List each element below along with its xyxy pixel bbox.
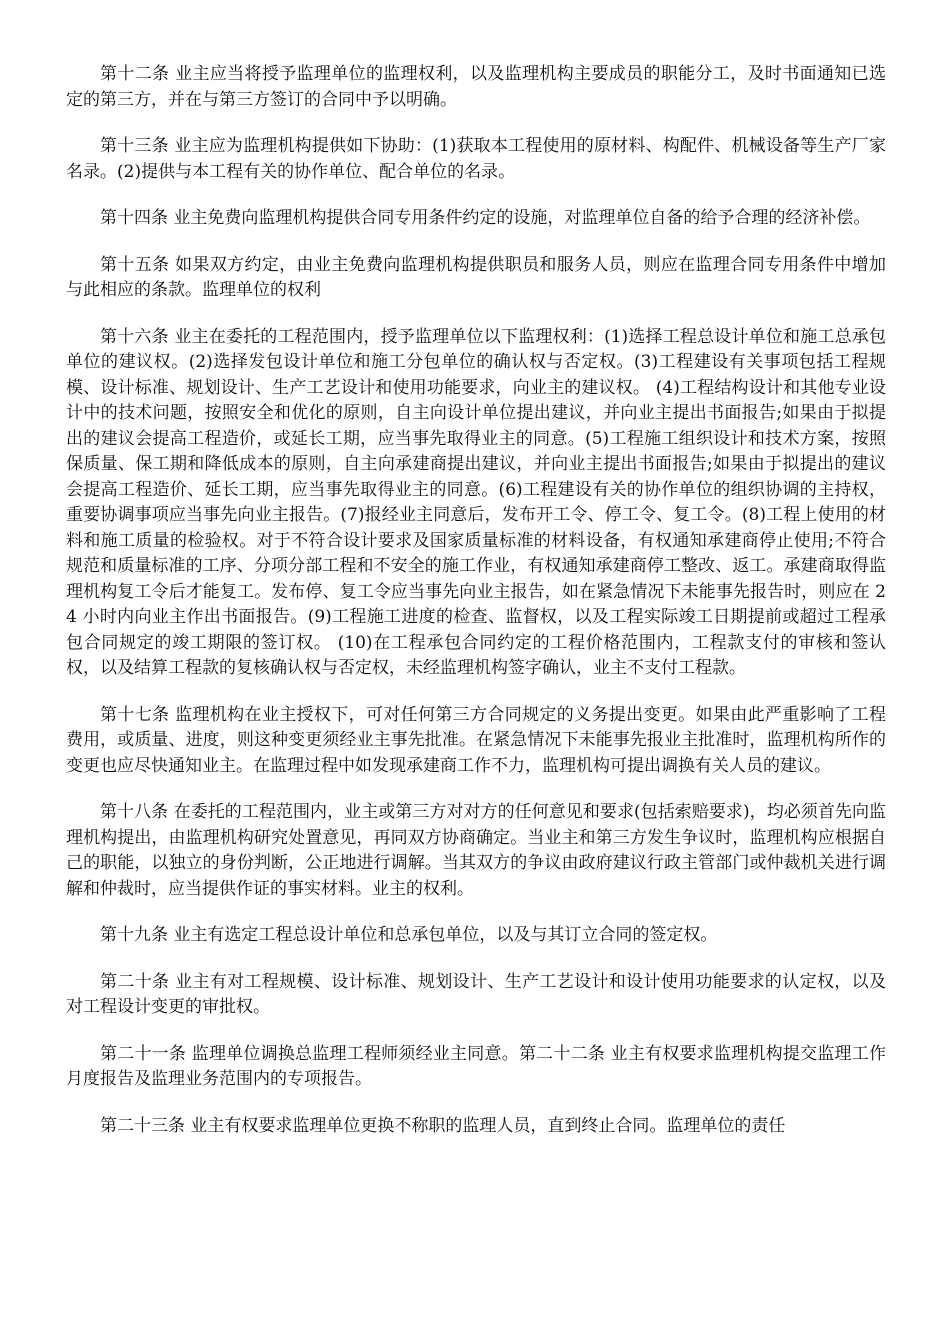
- paragraph-article-21-22: 第二十一条 监理单位调换总监理工程师须经业主同意。第二十二条 业主有权要求监理机构提交监理工作月度报告及监理业务范围内的专项报告。: [66, 1043, 886, 1089]
- paragraph-article-18: 第十八条 在委托的工程范围内，业主或第三方对对方的任何意见和要求(包括索赔要求)，均必须首先向监理机构提出，由监理机构研究处置意见，再同双方协商确定。当业主和第三方发生争议时，监理机构应根据自己的职能，以独立的身份判断，公正地进行调解。当其双方的争议由政府建议行政主管部门或仲裁机关进行调解和仲裁时，应当提供作证的事实材料。业主的权利。: [66, 802, 886, 899]
- paragraph-article-17: 第十七条 监理机构在业主授权下，可对任何第三方合同规定的义务提出变更。如果由此严重影响了工程费用，或质量、进度，则这种变更须经业主事先批准。在紧急情况下未能事先报业主批准时，监理机构所作的变更也应尽快通知业主。在监理过程中如发现承建商工作不力，监理机构可提出调换有关人员的建议。: [66, 704, 886, 776]
- paragraph-article-12: 第十二条 业主应当将授予监理单位的监理权利，以及监理机构主要成员的职能分工，及时书面通知已选定的第三方，并在与第三方签订的合同中予以明确。: [66, 64, 886, 110]
- paragraph-article-15: 第十五条 如果双方约定，由业主免费向监理机构提供职员和服务人员，则应在监理合同专用条件中增加与此相应的条款。监理单位的权利: [66, 254, 886, 300]
- document-body: [66, 62, 886, 1160]
- paragraph-article-23: 第二十三条 业主有权要求监理单位更换不称职的监理人员，直到终止合同。监理单位的责任: [100, 1115, 786, 1136]
- paragraph-article-20: 第二十条 业主有对工程规模、设计标准、规划设计、生产工艺设计和设计使用功能要求的认定权，以及对工程设计变更的审批权。: [66, 971, 886, 1017]
- paragraph-article-16: 第十六条 业主在委托的工程范围内，授予监理单位以下监理权利：(1)选择工程总设计单位和施工总承包单位的建议权。(2)选择发包设计单位和施工分包单位的确认权与否定权。(3)工程建设有关事项包括工程规模、设计标准、规划设计、生产工艺设计和使用功能要求，向业主的建议权。 (4)工程结构设计和其他专业设计中的技术问题，按照安全和优化的原则，自主向设计单位提出建议，并向业主提出书面报告;如果由于拟提出的建议会提高工程造价，或延长工期，应当事先取得业主的同意。(5)工程施工组织设计和技术方案，按照保质量、保工期和降低成本的原则，自主向承建商提出建议，并向业主提出书面报告;如果由于拟提出的建议会提高工程造价、延长工期，应当事先取得业主的同意。(6)工程建设有关的协作单位的组织协调的主持权，重要协调事项应当事先向业主报告。(7)报经业主同意后，发布开工令、停工令、复工令。(8)工程上使用的材料和施工质量的检验权。对于不符合设计要求及国家质量标准的材料设备，有权通知承建商停止使用;不符合规范和质量标准的工序、分项分部工程和不安全的施工作业，有权通知承建商停工整改、返工。承建商取得监理机构复工令后才能复工。发布停、复工令应当事先向业主报告，如在紧急情况下未能事先报告时，则应在 24 小时内向业主作出书面报告。(9)工程施工进度的检查、监督权，以及工程实际竣工日期提前或超过工程承包合同规定的竣工期限的签订权。 (10)在工程承包合同约定的工程价格范围内，工程款支付的审核和签认权，以及结算工程款的复核确认权与否定权，未经监理机构签字确认，业主不支付工程款。: [66, 326, 886, 678]
- paragraph-article-13: 第十三条 业主应为监理机构提供如下协助：(1)获取本工程使用的原材料、构配件、机械设备等生产厂家名录。(2)提供与本工程有关的协作单位、配合单位的名录。: [66, 136, 886, 182]
- paragraph-article-19: 第十九条 业主有选定工程总设计单位和总承包单位，以及与其订立合同的签定权。: [100, 925, 718, 945]
- paragraph-article-14: 第十四条 业主免费向监理机构提供合同专用条件约定的设施，对监理单位自备的给予合理的经济补偿。: [100, 208, 871, 228]
